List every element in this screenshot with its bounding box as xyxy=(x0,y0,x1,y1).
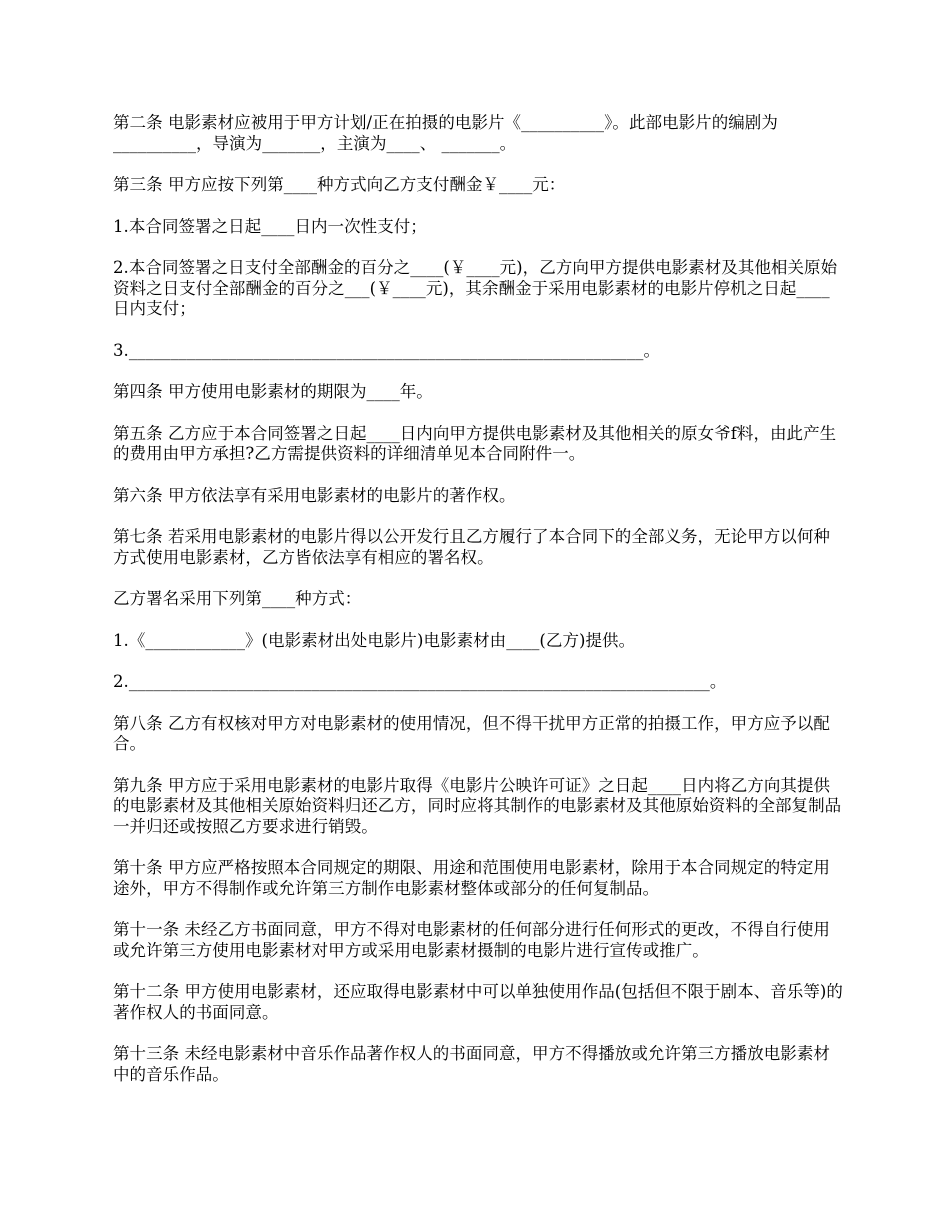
clause-10: 第十条 甲方应严格按照本合同规定的期限、用途和范围使用电影素材，除用于本合同规定的特定用途外，甲方不得制作或允许第三方制作电影素材整体或部分的任何复制品。 xyxy=(113,858,830,898)
clause-3-option-1: 1.本合同签署之日起____日内一次性支付； xyxy=(113,216,427,236)
clause-8: 第八条 乙方有权核对甲方对电影素材的使用情况，但不得干扰甲方正常的拍摄工作，甲方应予以配合。 xyxy=(113,713,830,753)
clause-3: 第三条 甲方应按下列第____种方式向乙方支付酬金￥____元： xyxy=(113,175,566,194)
credit-method: 乙方署名采用下列第____种方式： xyxy=(113,589,362,608)
clause-9: 第九条 甲方应于采用电影素材的电影片取得《电影片公映许可证》之日起____日内将乙方向其提供的电影素材及其他相关原始资料归还乙方，同时应将其制作的电影素材及其他原始资料的全部复制品一并归还或按照乙方要求进行销毁。 xyxy=(113,775,842,836)
clause-7: 第七条 若采用电影素材的电影片得以公开发行且乙方履行了本合同下的全部义务，无论甲方以何种方式使用电影素材，乙方皆依法享有相应的署名权。 xyxy=(113,527,830,567)
clause-11: 第十一条 未经乙方书面同意，甲方不得对电影素材的任何部分进行任何形式的更改，不得自行使用或允许第三方使用电影素材对甲方或采用电影素材摄制的电影片进行宣传或推广。 xyxy=(113,920,830,960)
clause-6: 第六条 甲方依法享有采用电影素材的电影片的著作权。 xyxy=(113,485,516,505)
document-page xyxy=(113,113,843,1106)
credit-option-1: 1.《____________》(电影素材出处电影片)电影素材由____(乙方)提供。 xyxy=(113,630,636,650)
clause-12: 第十二条 甲方使用电影素材，还应取得电影素材中可以单独使用作品(包括但不限于剧本、音乐等)的著作权人的书面同意。 xyxy=(113,982,843,1022)
clause-3-option-3: 3.______________________________________________________________。 xyxy=(113,340,660,360)
clause-5: 第五条 乙方应于本合同签署之日起____日内向甲方提供电影素材及其他相关的原女爷f料，由此产生的费用由甲方承担?乙方需提供资料的详细清单见本合同附件一。 xyxy=(113,423,837,463)
clause-13: 第十三条 未经电影素材中音乐作品著作权人的书面同意，甲方不得播放或允许第三方播放电影素材中的音乐作品。 xyxy=(113,1044,830,1084)
clause-2: 第二条 电影素材应被用于甲方计划/正在拍摄的电影片《__________》。此部电影片的编剧为__________，导演为_______，主演为____、 _______。 xyxy=(113,113,778,153)
credit-option-2: 2.______________________________________________________________________。 xyxy=(113,672,727,691)
clause-4: 第四条 甲方使用电影素材的期限为____年。 xyxy=(113,382,433,401)
clause-3-option-2: 2.本合同签署之日支付全部酬金的百分之____(￥____元)，乙方向甲方提供电影素材及其他相关原始资料之日支付全部酬金的百分之___(￥____元)，其余酬金于采用电影素材的电影片停机之日起____日内支付； xyxy=(113,258,838,318)
